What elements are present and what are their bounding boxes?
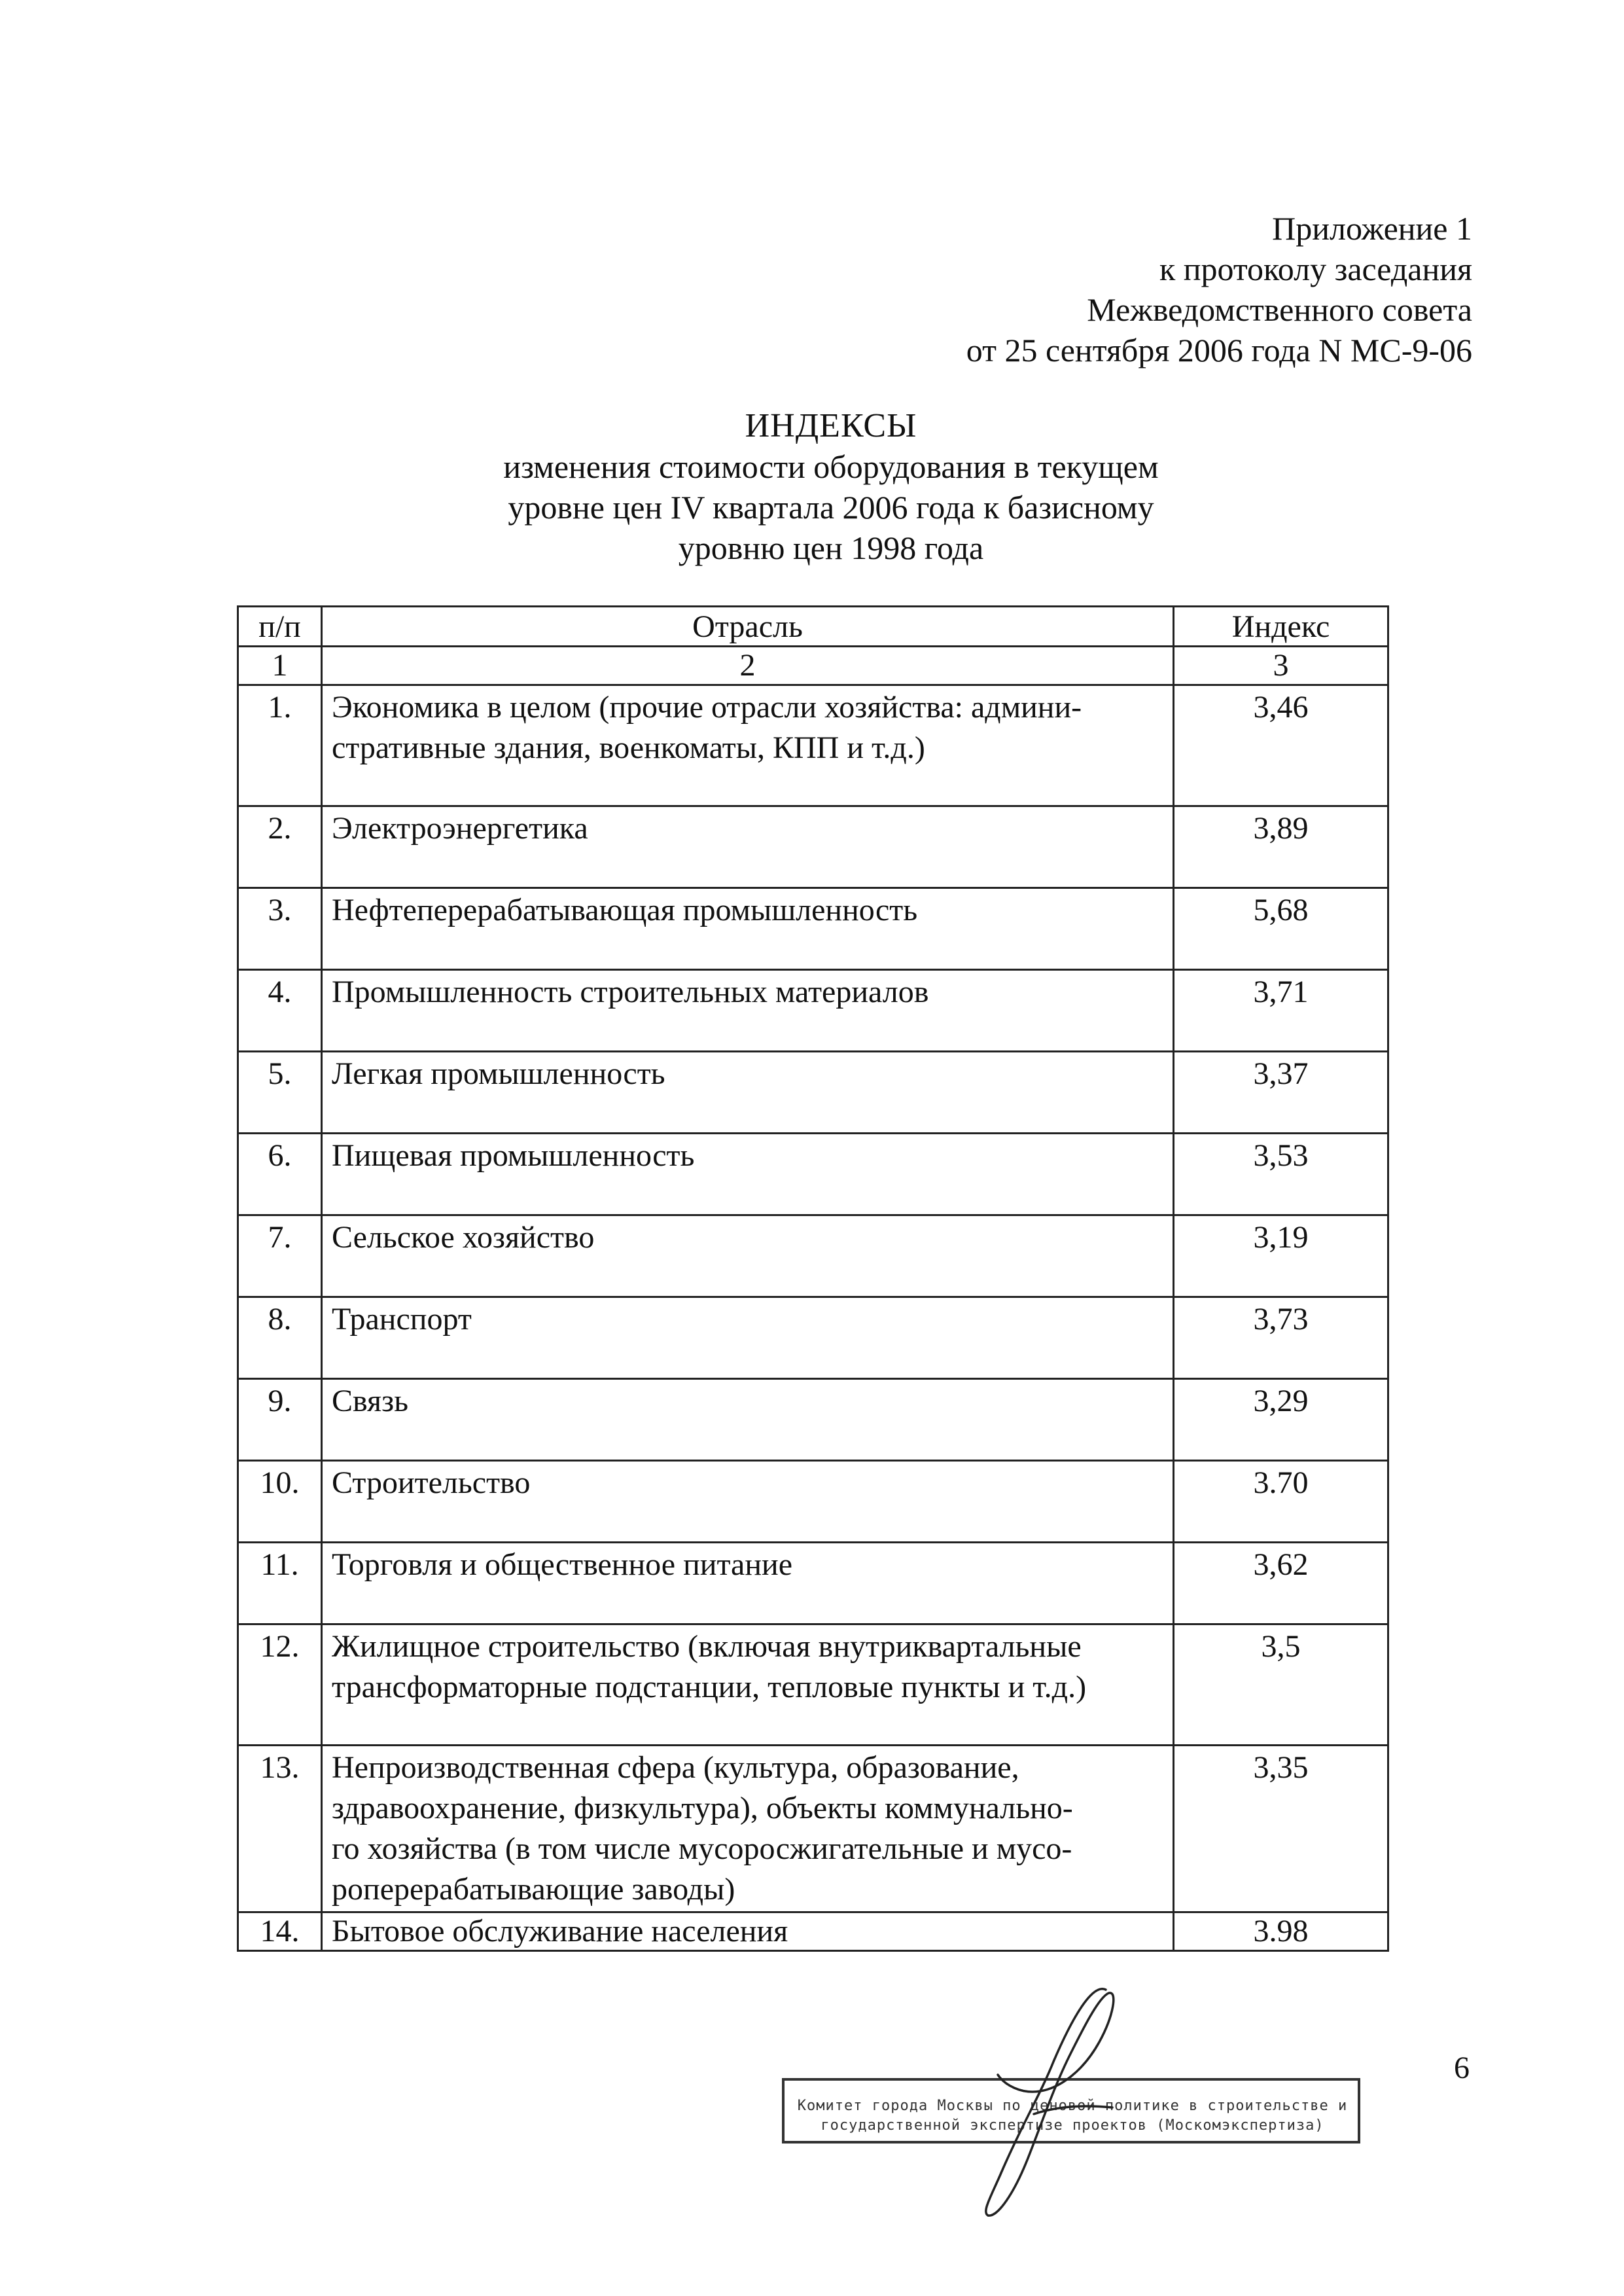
industry-line: Строительство [332, 1465, 531, 1500]
row-number: 3. [238, 888, 322, 970]
column-number: 3 [1174, 647, 1388, 685]
row-index: 3,53 [1174, 1134, 1388, 1215]
row-number: 12. [238, 1624, 322, 1746]
row-index: 3,62 [1174, 1543, 1388, 1624]
appendix-line: от 25 сентября 2006 года N МС-9-06 [966, 332, 1472, 368]
row-number: 11. [238, 1543, 322, 1624]
row-index: 3.70 [1174, 1461, 1388, 1543]
handwritten-signature [942, 1977, 1152, 2225]
row-number: 4. [238, 970, 322, 1052]
industry-line: Бытовое обслуживание населения [332, 1914, 788, 1948]
title-main: ИНДЕКСЫ [745, 407, 917, 444]
row-number: 10. [238, 1461, 322, 1543]
row-index: 3,5 [1174, 1624, 1388, 1746]
row-number: 7. [238, 1215, 322, 1297]
column-number-row [238, 647, 1388, 685]
column-number: 1 [238, 647, 322, 685]
table-row [238, 1134, 1388, 1215]
row-industry [322, 1215, 1174, 1297]
industry-line: Пищевая промышленность [332, 1138, 695, 1173]
title-line: изменения стоимости оборудования в текущем [503, 448, 1159, 485]
row-index: 3,73 [1174, 1297, 1388, 1379]
row-number: 5. [238, 1052, 322, 1134]
header-index: Индекс [1174, 607, 1388, 647]
appendix-line: к протоколу заседания [1159, 251, 1472, 287]
row-number: 1. [238, 685, 322, 806]
row-number: 13. [238, 1746, 322, 1912]
row-index: 5,68 [1174, 888, 1388, 970]
row-index: 3,35 [1174, 1746, 1388, 1912]
industry-line: трансформаторные подстанции, тепловые пункты и т.д.) [332, 1670, 1087, 1704]
table-row [238, 1379, 1388, 1461]
industry-line: Электроэнергетика [332, 811, 588, 846]
row-number: 14. [238, 1912, 322, 1951]
industry-line: здравоохранение, физкультура), объекты коммунально- [332, 1791, 1073, 1825]
industry-line: Нефтеперерабатывающая промышленность [332, 893, 918, 927]
row-index: 3,71 [1174, 970, 1388, 1052]
industry-line: Связь [332, 1384, 408, 1418]
row-industry [322, 970, 1174, 1052]
row-number: 8. [238, 1297, 322, 1379]
row-index: 3,46 [1174, 685, 1388, 806]
row-number: 6. [238, 1134, 322, 1215]
row-index: 3,29 [1174, 1379, 1388, 1461]
industry-line: Сельское хозяйство [332, 1220, 595, 1255]
document-title [406, 406, 1256, 568]
industry-line: Жилищное строительство (включая внутриквартальные [332, 1629, 1082, 1664]
row-industry [322, 888, 1174, 970]
table-row [238, 685, 1388, 806]
table-row [238, 1461, 1388, 1543]
row-industry [322, 1297, 1174, 1379]
index-table [237, 605, 1389, 1952]
title-line: уровню цен 1998 года [678, 529, 984, 566]
row-industry [322, 806, 1174, 888]
appendix-header [687, 208, 1472, 370]
industry-line: Промышленность строительных материалов [332, 975, 929, 1009]
appendix-line: Межведомственного совета [1087, 291, 1472, 328]
industry-line: Торговля и общественное питание [332, 1547, 792, 1582]
table-row [238, 888, 1388, 970]
stamp-text-line: Комитет города Москвы по ценовой политике в строительстве и [797, 2098, 1348, 2114]
row-number: 9. [238, 1379, 322, 1461]
table-header-row [238, 607, 1388, 647]
signature-stroke [986, 1989, 1114, 2215]
row-industry [322, 1134, 1174, 1215]
table-row [238, 970, 1388, 1052]
row-index: 3,19 [1174, 1215, 1388, 1297]
row-index: 3.98 [1174, 1912, 1388, 1951]
table-row [238, 1746, 1388, 1912]
appendix-line: Приложение 1 [1272, 210, 1472, 247]
table-row [238, 1543, 1388, 1624]
row-industry [322, 1912, 1174, 1951]
industry-line: Транспорт [332, 1302, 472, 1336]
row-industry [322, 1461, 1174, 1543]
header-number: п/п [238, 607, 322, 647]
row-industry [322, 1052, 1174, 1134]
row-number: 2. [238, 806, 322, 888]
row-industry [322, 1624, 1174, 1746]
title-line: уровне цен IV квартала 2006 года к базисному [508, 489, 1154, 526]
row-index: 3,37 [1174, 1052, 1388, 1134]
table-row [238, 806, 1388, 888]
industry-line: роперерабатывающие заводы) [332, 1872, 735, 1907]
industry-line: стративные здания, военкоматы, КПП и т.д.) [332, 730, 925, 765]
row-index: 3,89 [1174, 806, 1388, 888]
industry-line: Экономика в целом (прочие отрасли хозяйства: админи- [332, 690, 1082, 725]
table-row [238, 1624, 1388, 1746]
header-industry: Отрасль [322, 607, 1174, 647]
stamp-text-line: государственной экспертизе проектов (Москомэкспертиза) [821, 2117, 1324, 2134]
row-industry [322, 685, 1174, 806]
row-industry [322, 1746, 1174, 1912]
page-number: 6 [1454, 2051, 1470, 2085]
table-row [238, 1052, 1388, 1134]
column-number: 2 [322, 647, 1174, 685]
industry-line: Легкая промышленность [332, 1056, 665, 1091]
row-industry [322, 1543, 1174, 1624]
industry-line: го хозяйства (в том числе мусоросжигательные и мусо- [332, 1831, 1072, 1866]
row-industry [322, 1379, 1174, 1461]
table-row [238, 1297, 1388, 1379]
table-row [238, 1912, 1388, 1951]
table-row [238, 1215, 1388, 1297]
industry-line: Непроизводственная сфера (культура, образование, [332, 1750, 1019, 1785]
